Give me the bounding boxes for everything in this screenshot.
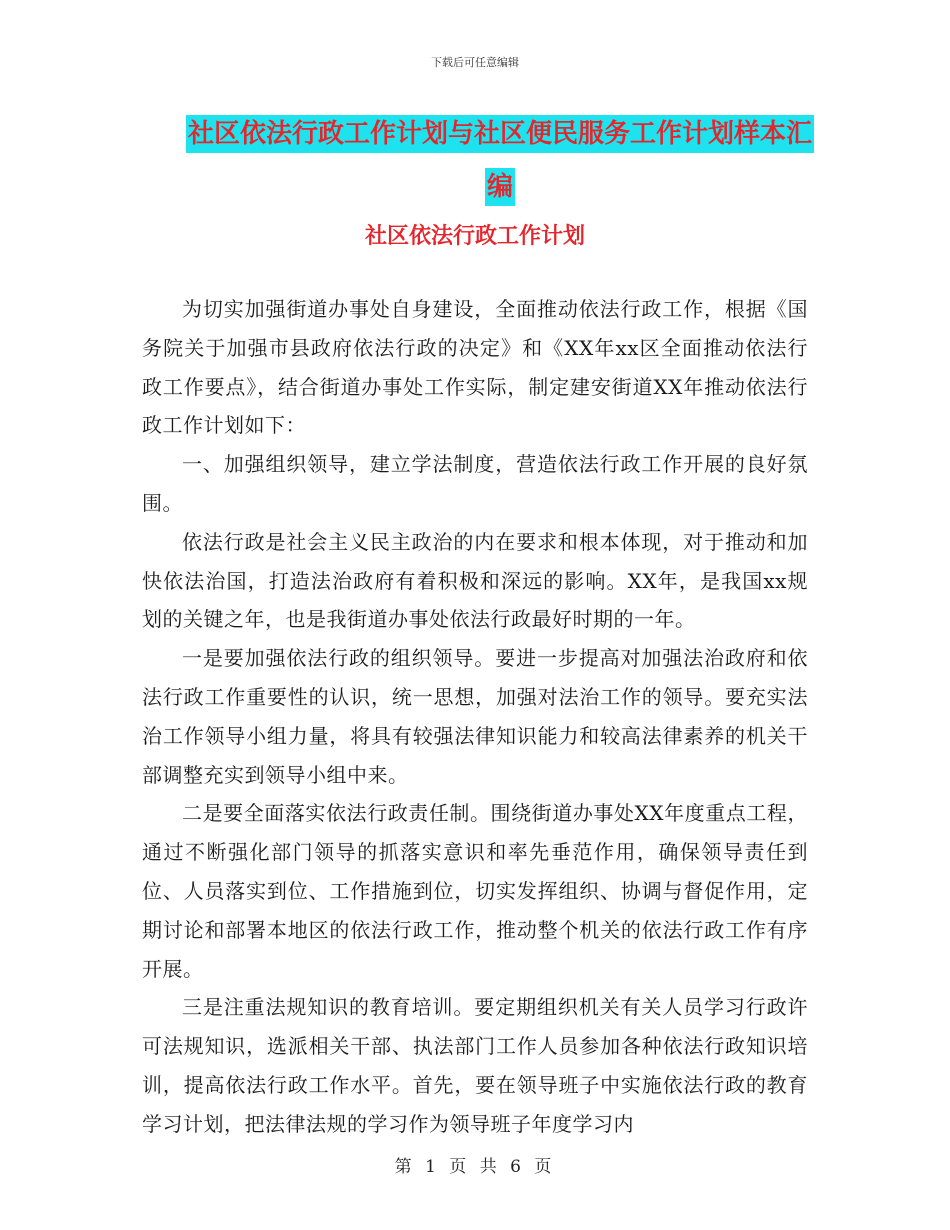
paragraph: 二是要全面落实依法行政责任制。围绕街道办事处XX年度重点工程，通过不断强化部门领导的抓落实意识和率先垂范作用，确保领导责任到位、人员落实到位、工作措施到位，切实发挥组织、协调与督促作用，定期讨论和部署本地区的依法行政工作，推动整个机关的依法行政工作有序开展。 <box>142 801 808 981</box>
paragraph: 依法行政是社会主义民主政治的内在要求和根本体现，对于推动和加快依法治国，打造法治政府有着积极和深远的影响。XX年，是我国xx规划的关键之年，也是我街道办事处依法行政最好时期的一年。 <box>142 529 808 632</box>
paragraph: 为切实加强街道办事处自身建设，全面推动依法行政工作，根据《国务院关于加强市县政府依法行政的决定》和《XX年xx区全面推动依法行政工作要点》，结合街道办事处工作实际，制定建安街道XX年推动依法行政工作计划如下： <box>142 297 808 438</box>
header-note: 下载后可任意编辑 <box>431 56 519 69</box>
paragraph: 三是注重法规知识的教育培训。要定期组织机关有关人员学习行政许可法规知识，选派相关干部、执法部门工作人员参加各种依法行政知识培训，提高依法行政工作水平。首先，要在领导班子中实施依法行政的教育学习计划，把法律法规的学习作为领导班子年度学习内 <box>142 995 808 1136</box>
paragraph: 一、加强组织领导，建立学法制度，营造依法行政工作开展的良好氛围。 <box>142 452 808 515</box>
page-footer: 第 1 页 共 6 页 <box>394 1157 556 1177</box>
document-title <box>180 108 820 214</box>
section-title: 社区依法行政工作计划 <box>364 223 585 249</box>
paragraph: 一是要加强依法行政的组织领导。要进一步提高对加强法治政府和依法行政工作重要性的认识，统一思想，加强对法治工作的领导。要充实法治工作领导小组力量，将具有较强法律知识能力和较高法律素养的机关干部调整充实到领导小组中来。 <box>142 646 808 787</box>
document-title-text: 社区依法行政工作计划与社区便民服务工作计划样本汇编 <box>186 115 814 206</box>
body-text <box>142 290 808 1144</box>
